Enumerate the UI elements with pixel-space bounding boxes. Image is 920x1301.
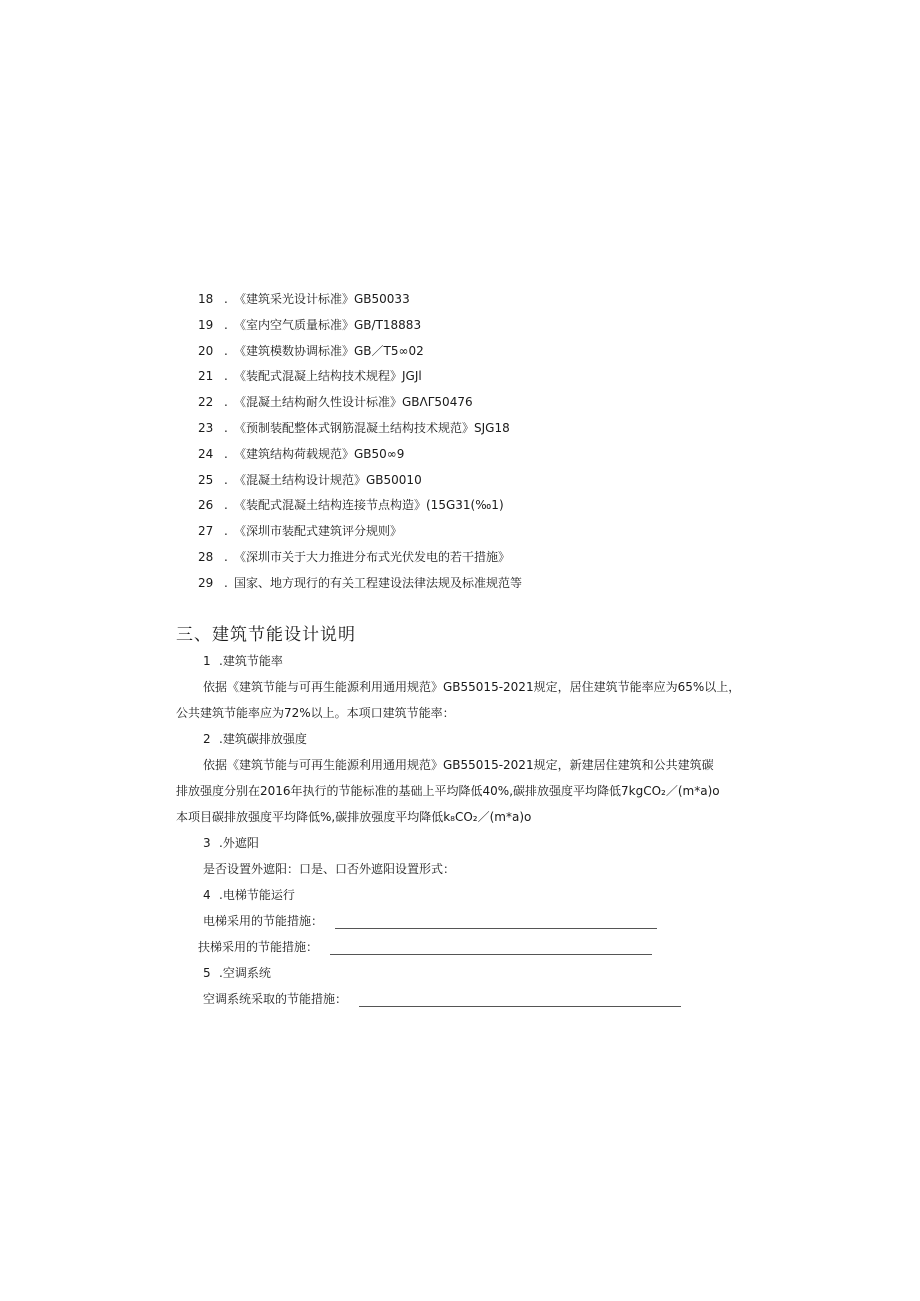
elevator-measure-label: 电梯采用的节能措施： [203, 914, 324, 928]
list-item: 19 . 《室内空气质量标准》GB/T18883 [198, 317, 422, 332]
ac-measure-field[interactable] [359, 992, 681, 1007]
list-item: 24 . 《建筑结构荷载规范》GB50∞9 [198, 446, 405, 461]
reference-list [198, 287, 838, 597]
subsection-heading-carbon: 2 .建筑碳排放强度 [203, 732, 307, 746]
list-item: 21 . 《装配式混凝上结构技术规程》JGJl [198, 369, 422, 384]
paragraph-line: 依据《建筑节能与可再生能源利用通用规范》GB55015-2021规定，新建居住建筑和公共建筑碳 [203, 758, 714, 772]
subsection-heading-shading: 3 .外遮阳 [203, 836, 259, 850]
elevator-measure-field[interactable] [335, 914, 657, 929]
subsection-heading-elevator: 4 .电梯节能运行 [203, 888, 295, 902]
ac-measure-row [176, 986, 756, 1012]
list-item: 18 . 《建筑采光设计标准》GB50033 [198, 292, 410, 306]
list-item: 29 . 国家、地方现行的有关工程建设法律法规及标准规范等 [198, 575, 523, 590]
escalator-measure-label: 扶梯采用的节能措施： [198, 940, 319, 954]
subsection-heading-energy-rate: 1 .建筑节能率 [203, 654, 283, 668]
shading-question: 是否设置外遮阳：口是、口否外遮阳设置形式： [203, 862, 456, 876]
list-item: 27 . 《深圳市装配式建筑评分规则》 [198, 524, 403, 539]
list-item: 25 . 《混凝土结构设计规范》GB50010 [198, 472, 422, 487]
list-item: 20 . 《建筑模数协调标准》GB／T5∞02 [198, 343, 424, 358]
section-title: 三、建筑节能设计说明 [176, 625, 356, 645]
escalator-measure-field[interactable] [330, 940, 652, 955]
list-item: 26 . 《装配式混凝土结构连接节点构造》(15G31(‰1) [198, 498, 504, 513]
elevator-measure-row [176, 908, 756, 934]
list-item: 22 . 《混凝土结构耐久性设计标准》GBΛΓ50476 [198, 395, 473, 410]
paragraph-line: 排放强度分别在2016年执行的节能标准的基础上平均降低40%,碳排放强度平均降低7kgCO₂／(m*a)o [176, 784, 720, 798]
paragraph-line: 本项目碳排放强度平均降低%,碳排放强度平均降低k₈CO₂／(m*a)o [176, 810, 532, 824]
section-content [176, 648, 756, 1012]
list-item: 28 . 《深圳市关于大力推进分布式光伏发电的若干措施》 [198, 549, 511, 564]
paragraph-line: 依据《建筑节能与可再生能源利用通用规范》GB55015-2021规定，居住建筑节能率应为65%以上， [203, 680, 741, 694]
paragraph-line: 公共建筑节能率应为72%以上。本项口建筑节能率： [176, 706, 455, 720]
list-item: 23 . 《预制装配整体式钢筋混凝土结构技术规范》SJG18 [198, 420, 510, 435]
subsection-heading-ac: 5 .空调系统 [203, 966, 271, 980]
escalator-measure-row [176, 934, 756, 960]
ac-measure-label: 空调系统采取的节能措施： [203, 992, 348, 1006]
